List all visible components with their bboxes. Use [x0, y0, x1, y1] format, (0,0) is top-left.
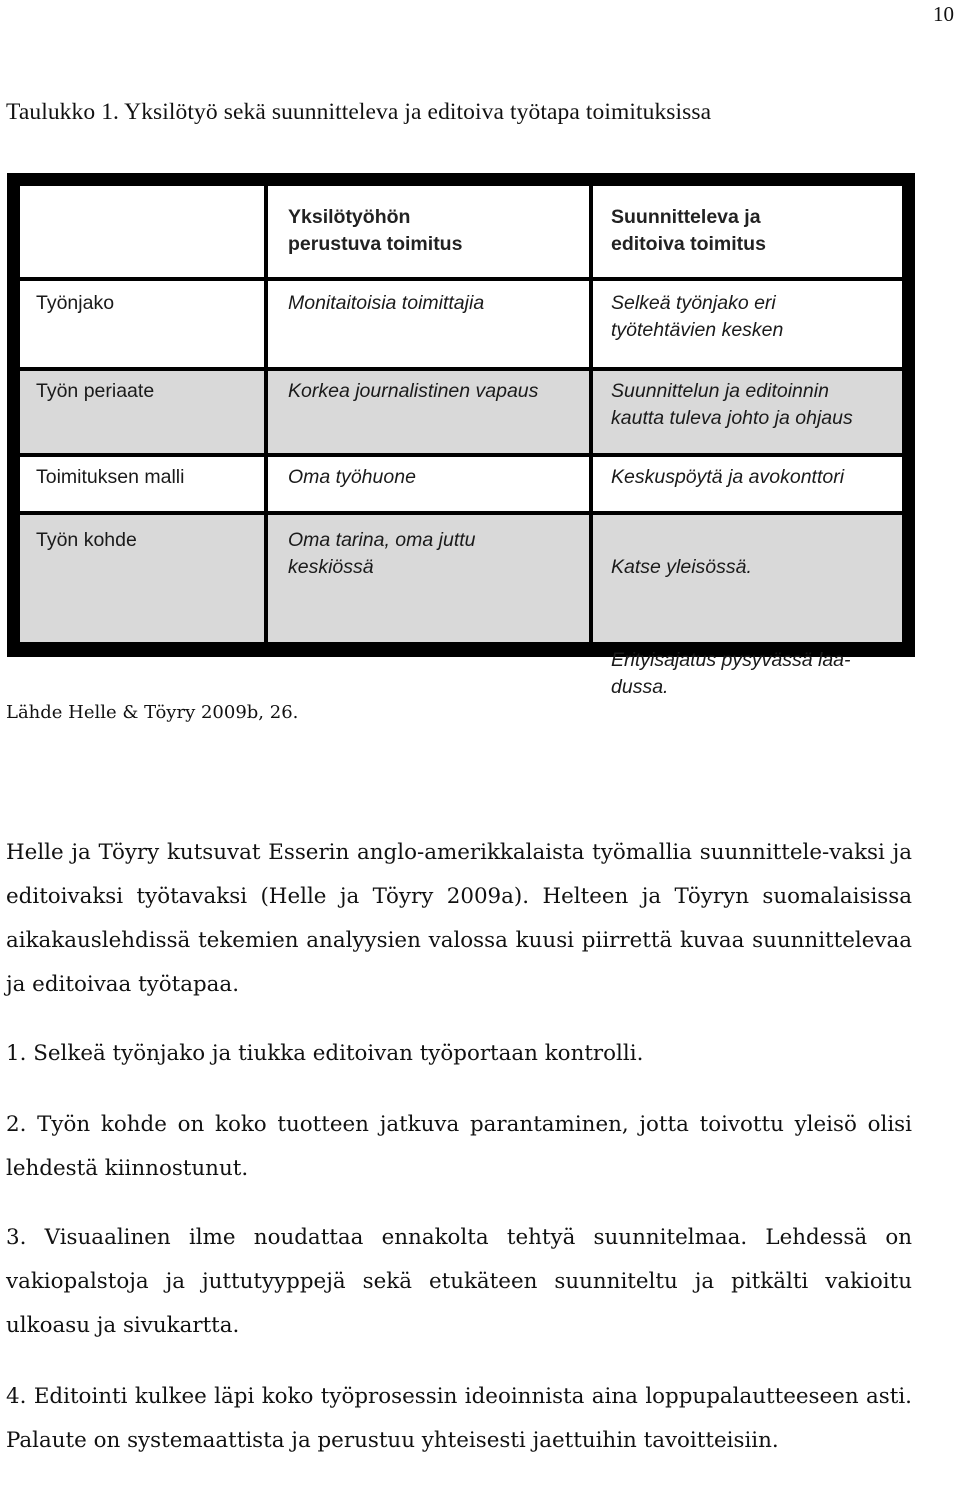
list-item: 3. Visuaalinen ilme noudattaa ennakolta tehtyä suunnitelmaa. Lehdessä on vakiopalstoja ja juttutyyppejä sekä etukäteen suunniteltu ja pitkälti vakioitu ulkoasu ja sivukartta. — [6, 1225, 912, 1338]
row-individual: Oma työhuone — [288, 466, 416, 488]
table-source: Lähde Helle & Töyry 2009b, 26. — [6, 702, 299, 723]
table-header-row — [20, 186, 902, 277]
body-paragraph: Helle ja Töyry kutsuvat Esserin anglo-amerikkalaista työmallia suunnittele-vaksi ja editoivaksi työtavaksi (Helle ja Töyry 2009a). Helteen ja Töyryn suomalaisissa aikakauslehdissä tekemien analyysien valossa kuusi piirrettä kuvaa suunnittelevaa ja editoivaa työtapaa. — [6, 840, 912, 997]
table-caption: Taulukko 1. Yksilötyö sekä suunnitteleva ja editoiva työtapa toimituksissa — [6, 99, 712, 125]
row-individual: Oma tarina, oma juttu keskiössä — [288, 529, 476, 578]
row-planned: Selkeä työnjako eri työtehtävien kesken — [611, 292, 784, 341]
row-label: Työnjako — [36, 292, 115, 314]
header-empty-cell — [20, 186, 264, 277]
row-individual: Korkea journalistinen vapaus — [288, 380, 539, 402]
row-label: Työn kohde — [36, 529, 137, 551]
header-planned: Suunnitteleva ja editoiva toimitus — [611, 206, 766, 255]
page-number: 10 — [933, 2, 954, 26]
row-individual: Monitaitoisia toimittajia — [288, 292, 485, 314]
row-label: Työn periaate — [36, 380, 155, 402]
table-row — [20, 457, 902, 511]
table-row — [20, 515, 902, 698]
row-planned: Keskuspöytä ja avokonttori — [611, 466, 845, 488]
row-planned-extra: Erityisajatus pysyvässä laa- dussa. — [611, 649, 851, 698]
table-row — [20, 281, 902, 367]
comparison-table — [7, 173, 915, 698]
row-planned: Katse yleisössä. — [611, 556, 752, 578]
list-item: 1. Selkeä työnjako ja tiukka editoivan työportaan kontrolli. — [6, 1041, 644, 1066]
table-row — [20, 371, 902, 453]
header-individual: Yksilötyöhön perustuva toimitus — [288, 206, 463, 255]
list-item: 4. Editointi kulkee läpi koko työprosessin ideoinnista aina loppupalautteeseen asti. Palaute on systemaattista ja perustuu yhteisesti jaettuihin tavoitteisiin. — [6, 1384, 912, 1453]
row-label: Toimituksen malli — [36, 466, 185, 488]
list-item: 2. Työn kohde on koko tuotteen jatkuva parantaminen, jotta toivottu yleisö olisi lehdestä kiinnostunut. — [6, 1112, 912, 1181]
row-planned: Suunnittelun ja editoinnin kautta tuleva johto ja ohjaus — [611, 380, 853, 429]
